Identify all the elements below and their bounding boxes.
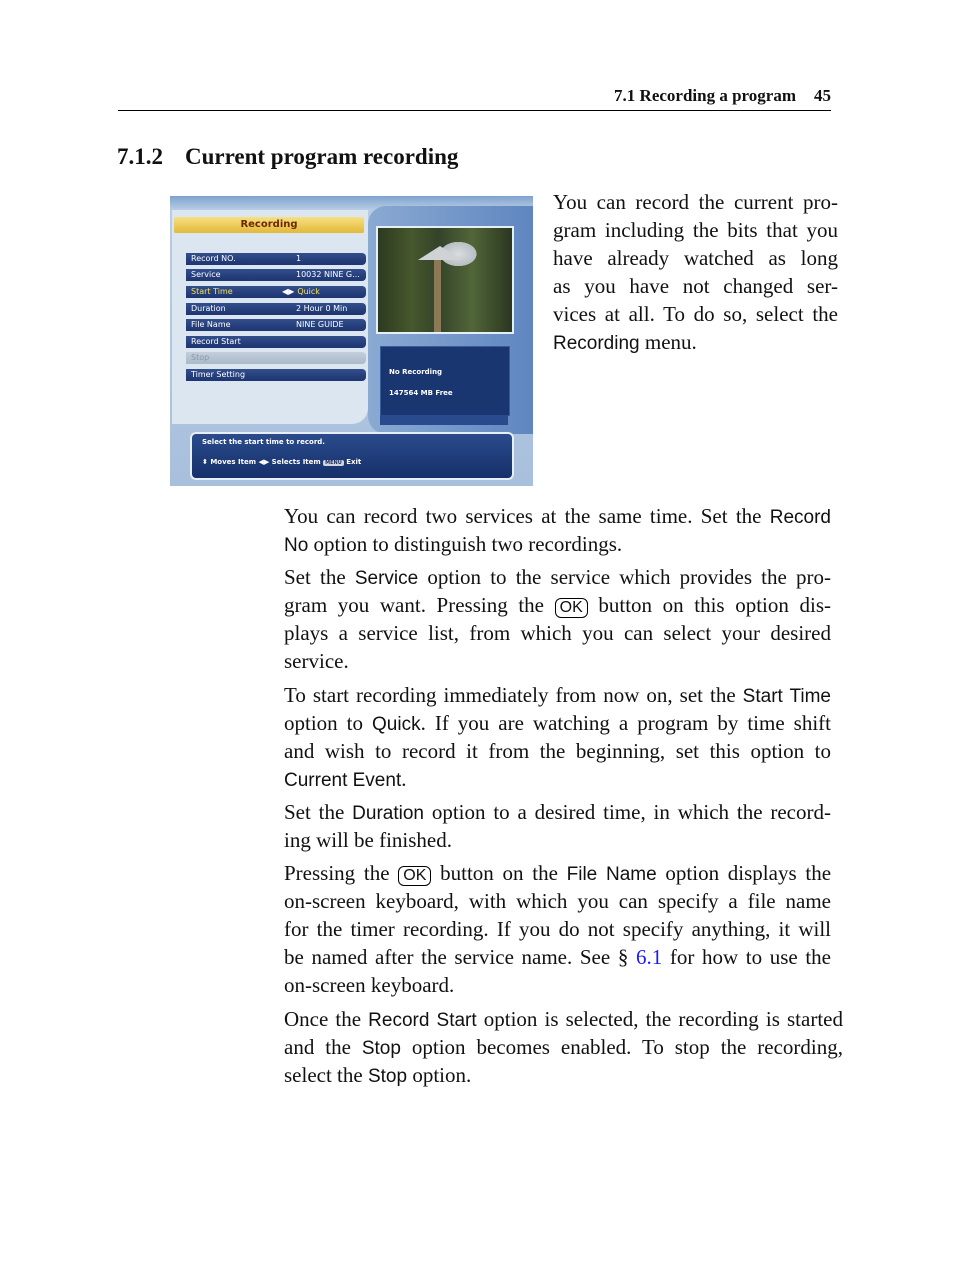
text-line: vices at all. To do so, select the [553,302,838,326]
osd-row-value: 10032 NINE G... [296,270,360,279]
osd-row-record-start [186,336,366,348]
text-run: Once the [284,1007,369,1031]
text-run: button on the [431,861,567,885]
osd-row-record-no [186,253,366,265]
osd-row-label: File Name [191,320,231,329]
text-line [284,1033,843,1061]
option-term: Record Start [368,1010,477,1031]
text-run: for how to use the [662,945,831,969]
recording-menu-screenshot [170,196,533,486]
text-line: and wish to record it from the beginning, set this option to [284,739,831,763]
option-term: Service [354,568,419,589]
ok-key-icon: OK [555,598,588,618]
osd-row-duration [186,303,366,315]
paragraph-duration [284,798,831,854]
paragraph-record-no [284,502,831,558]
page-number: 45 [814,86,831,105]
osd-row-stop [186,352,366,364]
osd-video-preview [376,226,514,334]
text-run: option to [284,711,372,735]
left-right-arrows-icon: ◀▶ [282,287,295,296]
text-run: You can record two services at the same time. Set the [284,504,770,528]
text-line [284,798,831,826]
osd-row-label: Start Time [191,287,233,296]
text-run: menu. [639,330,697,354]
text-line: gram including the bits that you [553,218,838,242]
text-run: Pressing the [284,861,399,885]
text-line [284,1005,843,1033]
option-term: Stop [367,1066,408,1087]
text-run: option displays the [656,861,832,885]
header-section-title: 7.1 Recording a program [614,86,796,105]
text-line: service. [284,649,349,673]
osd-row-label: Duration [191,304,226,313]
osd-row-service [186,269,366,281]
text-line [284,765,831,793]
option-term: Stop [361,1038,401,1059]
text-line [284,1061,843,1089]
paragraph-start-time [284,681,831,793]
option-term: Quick [372,714,421,735]
left-right-icon: ◀▶ [258,458,270,466]
text-line: on-screen keyboard. [284,973,455,997]
section-heading [117,144,458,170]
ok-key-icon: OK [398,866,431,886]
osd-menu-title: Recording [174,217,364,233]
text-run: To start recording immediately from now on, set the [284,683,743,707]
osd-menu-panel [172,210,368,424]
osd-row-timer-setting [186,369,366,381]
text-line [284,530,831,558]
text-line [284,859,831,887]
text-run: select the [284,1063,368,1087]
text-run: option to a desired time, in which the record- [424,800,831,824]
text-line [553,328,838,356]
osd-row-label: Record Start [191,337,241,346]
text-line [284,563,831,591]
osd-status-line: No Recording [389,368,443,376]
up-down-icon: ⬍ [202,458,208,466]
text-line [284,943,831,971]
osd-row-start-time [186,286,366,298]
osd-help-moves: Moves Item [210,458,256,466]
text-run: option is selected, the recording is started [476,1007,843,1031]
text-line: have already watched as long [553,246,838,270]
text-run: button on this option dis- [587,593,831,617]
option-term: No [284,535,309,556]
running-head [118,86,831,110]
text-run: . If you are watching a program by time shift [420,711,831,735]
text-line [284,591,831,619]
text-run: option becomes enabled. To stop the recording, [400,1035,843,1059]
option-term: Current Event [284,770,402,791]
osd-help-text: Select the start time to record. [202,438,325,446]
text-line: for the timer recording. If you do not specify anything, it will [284,917,831,941]
text-line [284,709,831,737]
osd-free-space: 147564 MB Free [389,389,453,397]
osd-help-exit: Exit [346,458,362,466]
option-term: File Name [566,864,657,885]
text-run: Set the [284,800,353,824]
osd-help-bar [190,432,514,480]
osd-row-label: Record NO. [191,254,236,263]
osd-status-box [380,346,510,416]
text-line: You can record the current pro- [553,190,838,214]
text-run: option to the service which provides the pro- [418,565,831,589]
text-run: option to distinguish two recordings. [308,532,623,556]
text-line: as you have not changed ser- [553,274,838,298]
text-line [284,502,831,530]
osd-row-label: Timer Setting [191,370,246,379]
header-rule [118,110,831,111]
osd-row-file-name [186,319,366,331]
menu-key-icon: MENU [325,460,342,466]
text-run: and the [284,1035,362,1059]
paragraph-file-name [284,859,831,999]
section-title: Current program recording [185,144,459,169]
intro-paragraph [553,188,838,356]
osd-row-value: NINE GUIDE [296,320,344,329]
paragraph-record-start [284,1005,843,1089]
text-run: Set the [284,565,355,589]
text-run: gram you want. Pressing the [284,593,555,617]
text-line: plays a service list, from which you can select your desired [284,621,831,645]
osd-row-value: 2 Hour 0 Min [296,304,348,313]
osd-row-value: Quick [297,287,320,296]
option-term: Duration [352,803,424,824]
osd-status-footer [380,415,508,425]
osd-row-value: 1 [296,254,302,263]
text-run: be named after the service name. See § [284,945,636,969]
osd-row-label: Stop [191,353,210,362]
section-cross-reference-link[interactable]: 6.1 [635,945,663,969]
text-run: option. [407,1063,472,1087]
option-term: Start Time [742,686,831,707]
text-line: ing will be finished. [284,828,452,852]
paragraph-service [284,563,831,675]
section-number: 7.1.2 [117,144,163,169]
text-line: on-screen keyboard, with which you can specify a file name [284,889,831,913]
text-line [284,681,831,709]
text-run: . [401,767,407,791]
option-term: Record [769,507,831,528]
osd-row-label: Service [191,270,221,279]
osd-help-selects: Selects Item [271,458,321,466]
menu-term: Recording [553,333,640,354]
